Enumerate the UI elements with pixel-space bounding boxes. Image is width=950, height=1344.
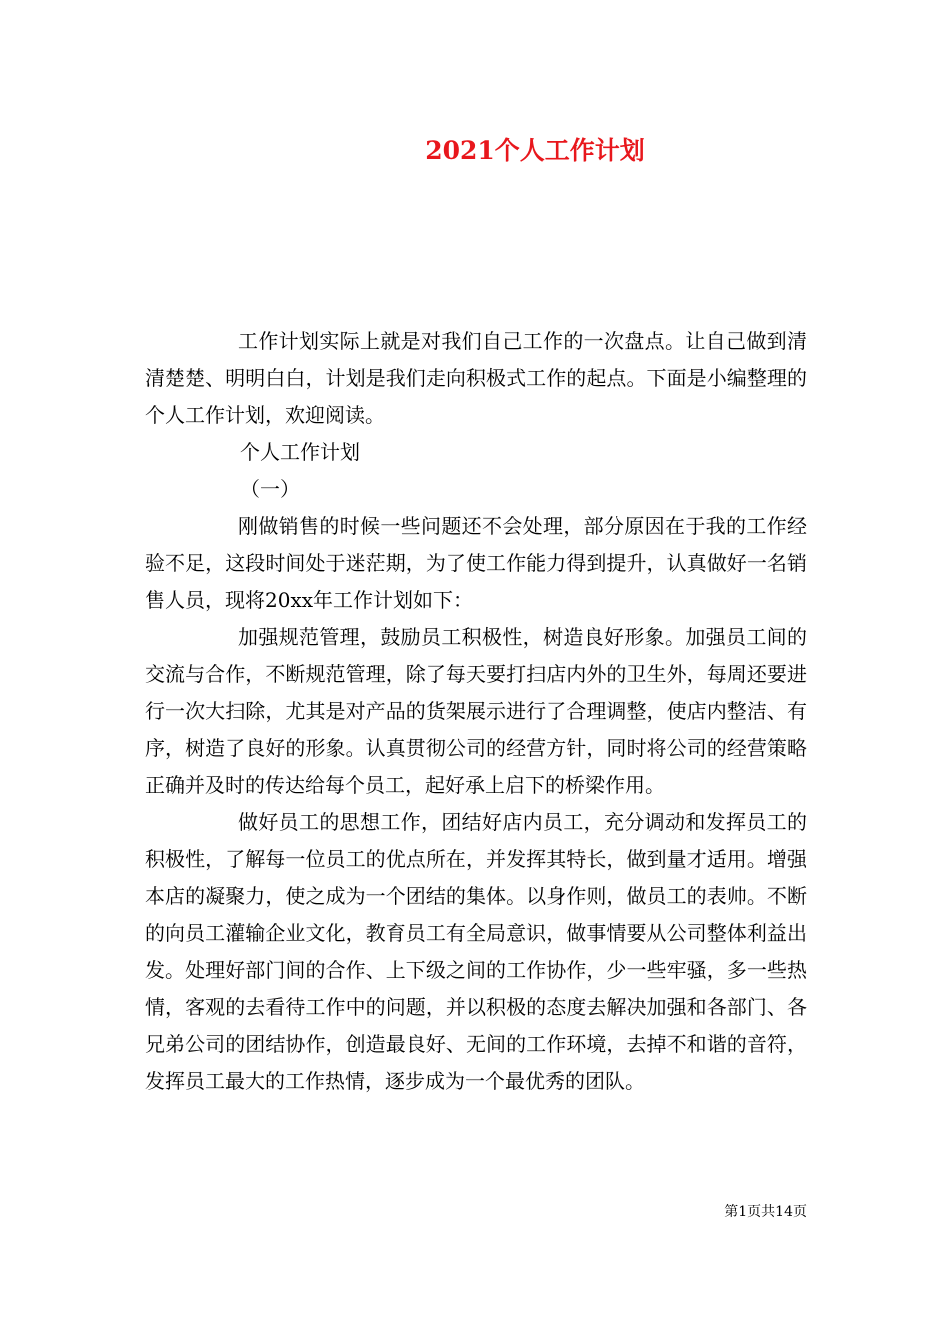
section-heading: 个人工作计划 — [240, 440, 360, 464]
document-title: 2021个人工作计划 — [425, 136, 645, 165]
section-number: （一） — [240, 477, 300, 501]
intro-paragraph: 工作计划实际上就是对我们自己工作的一次盘点。让自己做到清清楚楚、明明白白，计划是我们走向积极式工作的起点。下面是小编整理的个人工作计划，欢迎阅读。 — [145, 329, 807, 427]
page-number-footer: 第1页共14页 — [724, 1204, 807, 1220]
body-paragraph-2: 加强规范管理，鼓励员工积极性，树造良好形象。加强员工间的交流与合作，不断规范管理，除了每天要打扫店内外的卫生外，每周还要进行一次大扫除，尤其是对产品的货架展示进行了合理调整，使店内整洁、有序，树造了良好的形象。认真贯彻公司的经营方针，同时将公司的经营策略正确并及时的传达给每个员工，起好承上启下的桥梁作用。 — [145, 625, 807, 797]
body-paragraph-3: 做好员工的思想工作，团结好店内员工，充分调动和发挥员工的积极性，了解每一位员工的优点所在，并发挥其特长，做到量才适用。增强本店的凝聚力，使之成为一个团结的集体。以身作则，做员工的表帅。不断的向员工灌输企业文化，教育员工有全局意识，做事情要从公司整体利益出发。处理好部门间的合作、上下级之间的工作协作，少一些牢骚，多一些热情，客观的去看待工作中的问题，并以积极的态度去解决加强和各部门、各兄弟公司的团结协作，创造最良好、无间的工作环境，去掉不和谐的音符，发挥员工最大的工作热情，逐步成为一个最优秀的团队。 — [145, 810, 807, 1093]
document-body — [145, 323, 807, 1100]
body-paragraph-1: 刚做销售的时候一些问题还不会处理，部分原因在于我的工作经验不足，这段时间处于迷茫期，为了使工作能力得到提升，认真做好一名销售人员，现将20xx年工作计划如下： — [145, 514, 807, 612]
